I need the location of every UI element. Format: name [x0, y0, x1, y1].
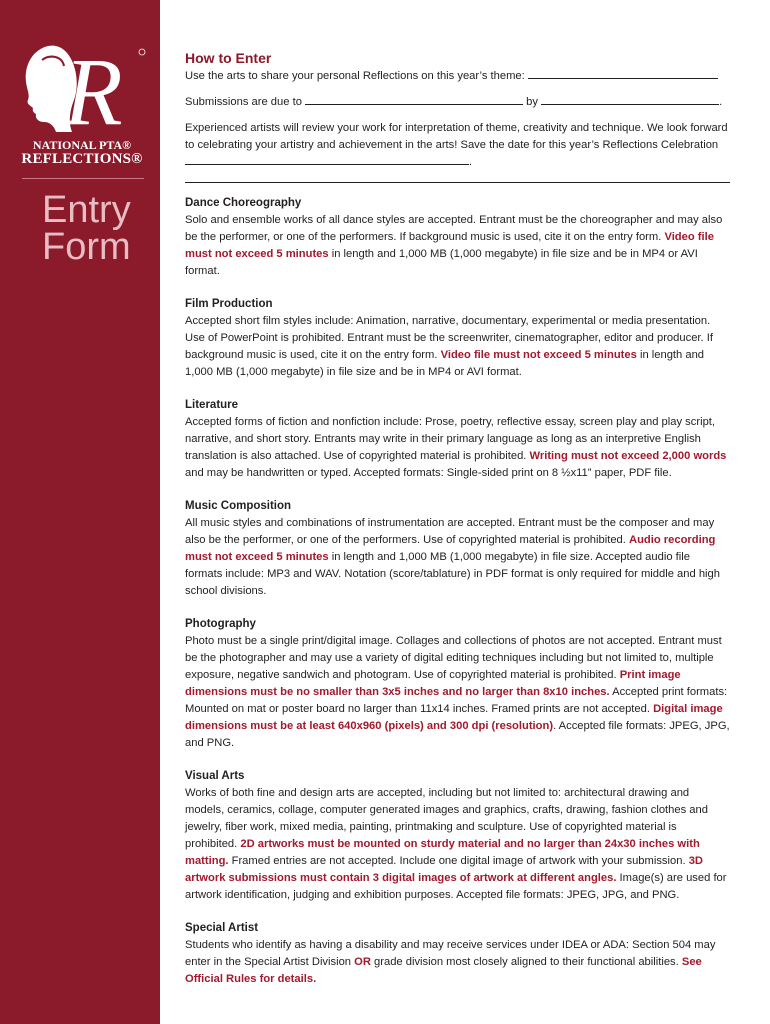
body-text: in length and 1,000 MB (1,000 megabyte) in file size. Accepted audio file formats include: MP3 and WAV. Notation (score/tablature) in PDF format is only required for middle and high school divisions.: [185, 551, 720, 597]
submissions-line: [185, 94, 730, 111]
submission-date-blank[interactable]: [541, 94, 719, 105]
section-dance: [185, 195, 730, 280]
submission-location-blank[interactable]: [305, 94, 523, 105]
entry-form-line2: Form: [42, 226, 131, 268]
section-body: [185, 414, 730, 482]
how-to-enter-heading: How to Enter: [185, 50, 272, 66]
body-text: Students who identify as having a disability and may receive services under IDEA or ADA: Section 504 may enter in the Special Artist Division: [185, 939, 716, 968]
theme-label: Use the arts to share your personal Reflections on this year’s theme:: [185, 70, 525, 82]
highlight-text: OR: [354, 956, 371, 968]
submissions-label: Submissions are due to: [185, 96, 302, 108]
section-divider: [185, 182, 730, 183]
body-text: . Accepted file formats: JPEG, JPG, and PNG.: [185, 720, 730, 749]
section-visual-arts: [185, 768, 730, 904]
highlight-text: 2D artworks must be mounted on sturdy material and no larger than 24x30 inches with matting.: [185, 838, 700, 867]
highlight-text: 3D artwork submissions must contain 3 digital images of artwork at different angles.: [185, 855, 703, 884]
section-title: Photography: [185, 618, 256, 630]
section-body: [185, 937, 730, 988]
section-body: [185, 515, 730, 600]
section-music: [185, 498, 730, 600]
entry-form-line1: Entry: [42, 189, 131, 231]
highlight-text: Audio recording must not exceed 5 minutes: [185, 534, 716, 563]
review-paragraph: [185, 120, 730, 171]
svg-text:R: R: [64, 38, 123, 138]
section-title: Dance Choreography: [185, 197, 302, 209]
body-text: Works of both fine and design arts are accepted, including but not limited to: architectural drawing and models, ceramics, collage, computer generated images and graphics, crafts, drawing, fashion clothes and jewelry, fiber work, mixed media, painting, printmaking and sculpture. Use of copyrighted material is prohibited.: [185, 787, 708, 850]
body-text: Accepted short film styles include: Animation, narrative, documentary, experimental or media presentation. Use of PowerPoint is prohibited. Entrant must be the screenwriter, cinematographer, editor and producer. If background music is used, cite it on the entry form.: [185, 315, 713, 361]
section-title: Music Composition: [185, 500, 292, 512]
body-text: Image(s) are used for artwork identification, judging and exhibition purposes. Accepted file formats: JPEG, JPG, and PNG.: [185, 872, 727, 901]
how-to-enter-intro: [185, 68, 730, 171]
theme-line: [185, 68, 730, 85]
section-body: [185, 313, 730, 381]
profile-r-logo-icon: [12, 38, 152, 138]
highlight-text: Digital image dimensions must be at least 640x960 (pixels) and 300 dpi (resolution): [185, 703, 723, 732]
celebration-date-blank[interactable]: [185, 154, 469, 165]
section-photography: [185, 616, 730, 752]
section-body: [185, 212, 730, 280]
body-text: Framed entries are not accepted. Include one digital image of artwork with your submission.: [228, 855, 689, 867]
section-title: Literature: [185, 399, 239, 411]
section-literature: [185, 397, 730, 482]
body-text: Solo and ensemble works of all dance styles are accepted. Entrant must be the choreographer and may also be the performer, or one of the performers. If background music is used, cite it on the entry form.: [185, 214, 723, 243]
sidebar: [0, 0, 160, 1024]
section-body: [185, 633, 730, 752]
section-body: [185, 785, 730, 904]
section-film: [185, 296, 730, 381]
highlight-text: Video file must not exceed 5 minutes: [185, 231, 714, 260]
body-text: grade division most closely aligned to their functional abilities.: [370, 956, 682, 968]
section-title: Visual Arts: [185, 770, 245, 782]
by-label: by: [526, 96, 538, 108]
review-end: .: [469, 156, 473, 168]
period: .: [719, 96, 723, 108]
section-title: Special Artist: [185, 922, 259, 934]
highlight-text: Writing must not exceed 2,000 words: [529, 450, 727, 462]
highlight-text: Video file must not exceed 5 minutes: [440, 349, 637, 361]
entry-form-title: [42, 189, 152, 268]
body-text: Photo must be a single print/digital image. Collages and collections of photos are not accepted. Entrant must be the photographer and may use a variety of digital editing techniques including but not limited to, multiple exposure, negative sandwich and photogram. Use of copyrighted material is prohibited.: [185, 635, 722, 681]
logo-national-pta: NATIONAL PTA®: [32, 138, 132, 152]
main-content: [185, 48, 730, 1004]
body-text: Accepted forms of fiction and nonfiction include: Prose, poetry, reflective essay, screen play and play script, narrative, and short story. Entrants may write in their primary language as long as an interpretive English translation is also attached. Use of copyrighted material is prohibited.: [185, 416, 716, 462]
section-special-artist: [185, 920, 730, 988]
logo-reflections: REFLECTIONS®: [21, 151, 143, 167]
highlight-text: Print image dimensions must be no smaller than 3x5 inches and no larger than 8x10 inches.: [185, 669, 681, 698]
body-text: All music styles and combinations of instrumentation are accepted. Entrant must be the composer and may also be the performer, or one of the performers. Use of copyrighted material is prohibited.: [185, 517, 715, 546]
reflections-logo: [12, 38, 152, 166]
body-text: Accepted print formats: Mounted on mat or poster board no larger than 11x14 inches. Framed prints are not accepted.: [185, 686, 728, 715]
body-text: in length and 1,000 MB (1,000 megabyte) in file size and be in MP4 or AVI format.: [185, 349, 705, 378]
review-text: Experienced artists will review your work for interpretation of theme, creativity and technique. We look forward to celebrating your artistry and achievement in the arts! Save the date for this year’s Reflections Celebration: [185, 122, 728, 151]
sidebar-divider: [22, 178, 144, 179]
body-text: and may be handwritten or typed. Accepted formats: Single-sided print on 8 ½x11” paper, PDF file.: [185, 467, 672, 479]
section-title: Film Production: [185, 298, 273, 310]
official-rules-link[interactable]: See Official Rules for details.: [185, 956, 702, 985]
body-text: in length and 1,000 MB (1,000 megabyte) in file size and be in MP4 or AVI format.: [185, 248, 698, 277]
theme-blank[interactable]: [528, 68, 718, 79]
